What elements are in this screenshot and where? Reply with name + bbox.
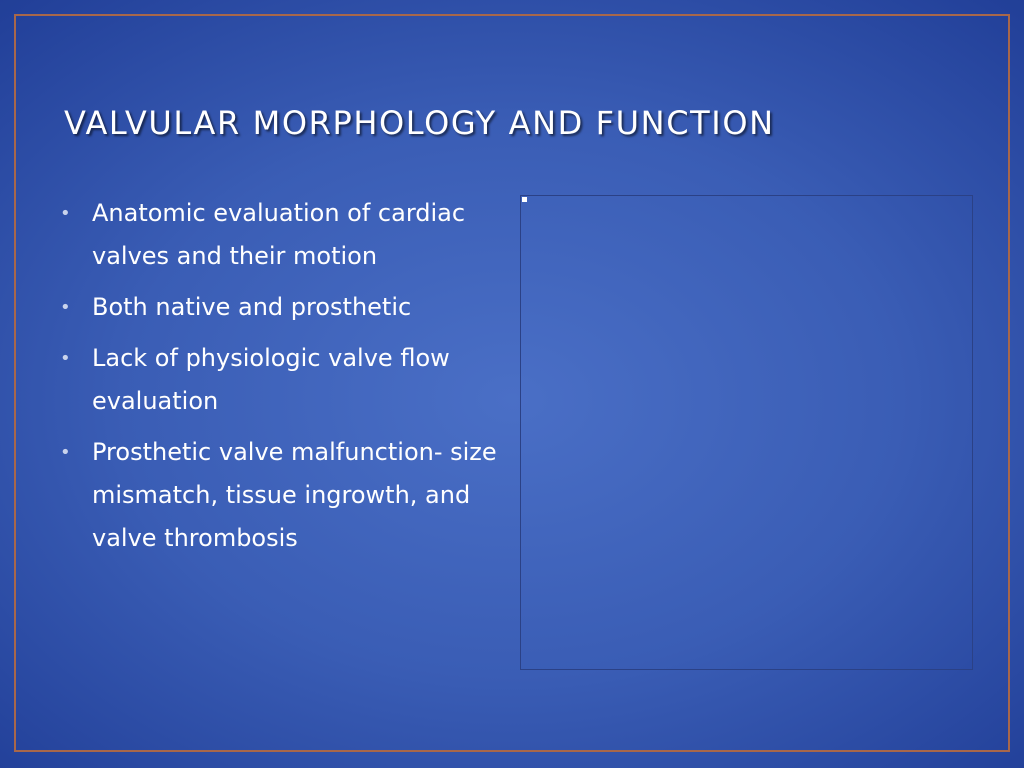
bullet-item <box>60 337 500 423</box>
bullet-dot-icon: • <box>60 348 71 369</box>
bullet-dot-icon: • <box>60 297 71 318</box>
bullet-text: Anatomic evaluation of cardiac valves and their motion <box>92 199 466 270</box>
slide-title: VALVULAR MORPHOLOGY AND FUNCTION <box>64 104 775 142</box>
media-placeholder-frame <box>520 195 973 670</box>
bullet-item <box>60 431 500 560</box>
broken-image-icon <box>522 197 527 202</box>
bullet-text: Both native and prosthetic <box>92 293 412 321</box>
bullet-dot-icon: • <box>60 442 71 463</box>
bullet-text: Prosthetic valve malfunction- size mismatch, tissue ingrowth, and valve thrombosis <box>92 438 497 552</box>
bullet-text: Lack of physiologic valve flow evaluation <box>92 344 450 415</box>
bullet-dot-icon: • <box>60 203 71 224</box>
bullet-item <box>60 286 500 329</box>
bullet-item <box>60 192 500 278</box>
bullet-list <box>60 192 500 568</box>
